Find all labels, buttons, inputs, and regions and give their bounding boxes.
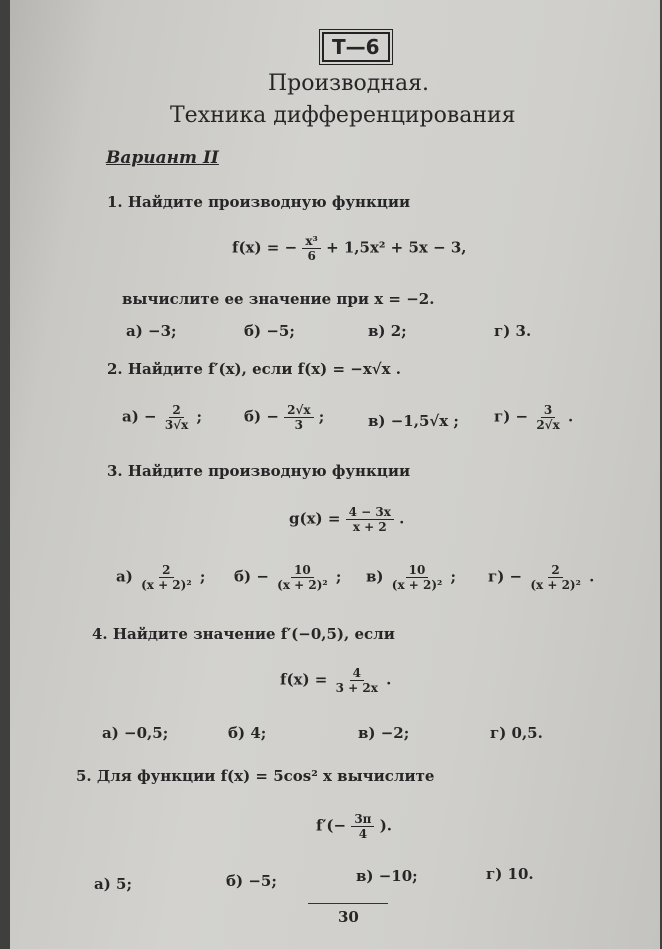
q2-d-den: 2√x xyxy=(536,418,560,432)
page-number: 30 xyxy=(338,908,359,926)
q3-b-prefix: б) − xyxy=(234,567,269,586)
q3-b-fraction xyxy=(274,563,331,592)
q3-text: 3. Найдите производную функции xyxy=(107,462,411,480)
q2-d-suffix: . xyxy=(567,407,574,426)
q3-c-suffix: ; xyxy=(450,567,457,586)
q3-d-fraction xyxy=(527,563,584,592)
q3-a-prefix: а) xyxy=(116,567,133,586)
q5-text: 5. Для функции f(x) = 5cos² x вычислите xyxy=(76,767,435,785)
q2-text: 2. Найдите f′(x), если f(x) = −x√x . xyxy=(107,360,402,378)
q1-answer-a: а) −3; xyxy=(126,322,177,340)
q3-d-den: (x + 2)² xyxy=(530,578,581,592)
q2-b-suffix: ; xyxy=(318,407,325,426)
title-line-2: Техника дифференцирования xyxy=(170,103,516,128)
q3-fraction xyxy=(346,505,394,534)
q2-d-fraction xyxy=(533,403,562,432)
q4-frac-num: 4 xyxy=(350,666,364,681)
q3-c-den: (x + 2)² xyxy=(391,578,443,592)
q3-a-den: (x + 2)² xyxy=(141,578,192,592)
q3-formula-left: g(x) = xyxy=(289,509,341,528)
q4-answer-b: б) 4; xyxy=(228,724,267,742)
q4-answer-c: в) −2; xyxy=(358,724,410,742)
q5-formula-suffix: ). xyxy=(379,816,393,835)
q2-d-prefix: г) − xyxy=(494,407,529,426)
q3-c-prefix: в) xyxy=(366,567,384,586)
q4-formula-left: f(x) = xyxy=(280,670,328,689)
q3-frac-num: 4 − 3x xyxy=(346,505,394,520)
q1-text: 1. Найдите производную функции xyxy=(107,193,411,211)
q3-frac-den: x + 2 xyxy=(352,520,387,534)
q3-a-fraction xyxy=(138,563,195,592)
q2-answer-b xyxy=(244,403,324,432)
q2-a-suffix: ; xyxy=(196,407,203,426)
q5-answer-a: а) 5; xyxy=(94,875,133,893)
q1-fraction xyxy=(302,234,320,263)
q5-answer-d: г) 10. xyxy=(486,865,534,883)
q2-b-fraction xyxy=(284,403,313,432)
q2-a-fraction xyxy=(162,403,191,432)
q2-answer-a xyxy=(122,403,202,432)
variant-heading: Вариант II xyxy=(106,148,219,168)
q5-answer-c: в) −10; xyxy=(356,867,418,885)
q1-frac-num: x³ xyxy=(302,234,320,249)
q3-d-suffix: . xyxy=(589,567,595,586)
q3-answer-b xyxy=(234,563,341,592)
q3-d-prefix: г) − xyxy=(488,567,523,586)
q3-a-num: 2 xyxy=(159,563,173,578)
q1-formula-left: f(x) = − xyxy=(232,238,298,257)
q1-answer-c: в) 2; xyxy=(368,322,407,340)
q2-b-num: 2√x xyxy=(284,403,313,418)
q3-b-den: (x + 2)² xyxy=(277,578,328,592)
q4-text: 4. Найдите значение f′(−0,5), если xyxy=(92,625,395,643)
q1-answer-d: г) 3. xyxy=(494,322,532,340)
q1-formula xyxy=(232,234,467,263)
q4-fraction xyxy=(333,666,381,695)
q1-formula-right: + 1,5x² + 5x − 3, xyxy=(326,238,467,257)
q3-a-suffix: ; xyxy=(199,567,206,586)
q2-answer-c: в) −1,5√x ; xyxy=(368,412,459,430)
q2-b-den: 3 xyxy=(294,418,304,432)
q1-text-2: вычислите ее значение при x = −2. xyxy=(122,290,435,308)
q2-d-num: 3 xyxy=(541,403,555,418)
q3-formula xyxy=(289,505,404,534)
q5-frac-num: 3π xyxy=(351,812,374,827)
q1-frac-den: 6 xyxy=(307,249,316,263)
q4-formula xyxy=(280,666,391,695)
q3-answer-d xyxy=(488,563,594,592)
q3-answer-a xyxy=(116,563,205,592)
q3-c-num: 10 xyxy=(406,563,429,578)
q5-formula xyxy=(316,812,392,841)
q1-answer-b: б) −5; xyxy=(244,322,295,340)
q4-answer-a: а) −0,5; xyxy=(102,724,169,742)
q3-formula-suffix: . xyxy=(399,509,405,528)
q2-answer-d xyxy=(494,403,573,432)
q4-answer-d: г) 0,5. xyxy=(490,724,543,742)
title-line-1: Производная. xyxy=(268,71,430,96)
q3-b-num: 10 xyxy=(291,563,314,578)
q5-fraction xyxy=(351,812,374,841)
q2-a-num: 2 xyxy=(169,403,183,418)
q5-frac-den: 4 xyxy=(358,827,368,841)
footer-rule xyxy=(308,903,388,904)
q2-b-prefix: б) − xyxy=(244,407,279,426)
textbook-page xyxy=(10,0,660,949)
q3-answer-c xyxy=(366,563,456,592)
q5-answer-b: б) −5; xyxy=(226,872,277,890)
q2-a-prefix: а) − xyxy=(122,407,157,426)
q4-frac-den: 3 + 2x xyxy=(335,681,378,695)
q5-formula-left: f′(− xyxy=(316,816,347,835)
q3-c-fraction xyxy=(389,563,446,592)
q3-b-suffix: ; xyxy=(335,567,342,586)
test-code-box: Т—6 xyxy=(322,32,390,62)
q2-a-den: 3√x xyxy=(164,418,189,432)
q4-formula-suffix: . xyxy=(386,670,392,689)
q3-d-num: 2 xyxy=(548,563,562,578)
